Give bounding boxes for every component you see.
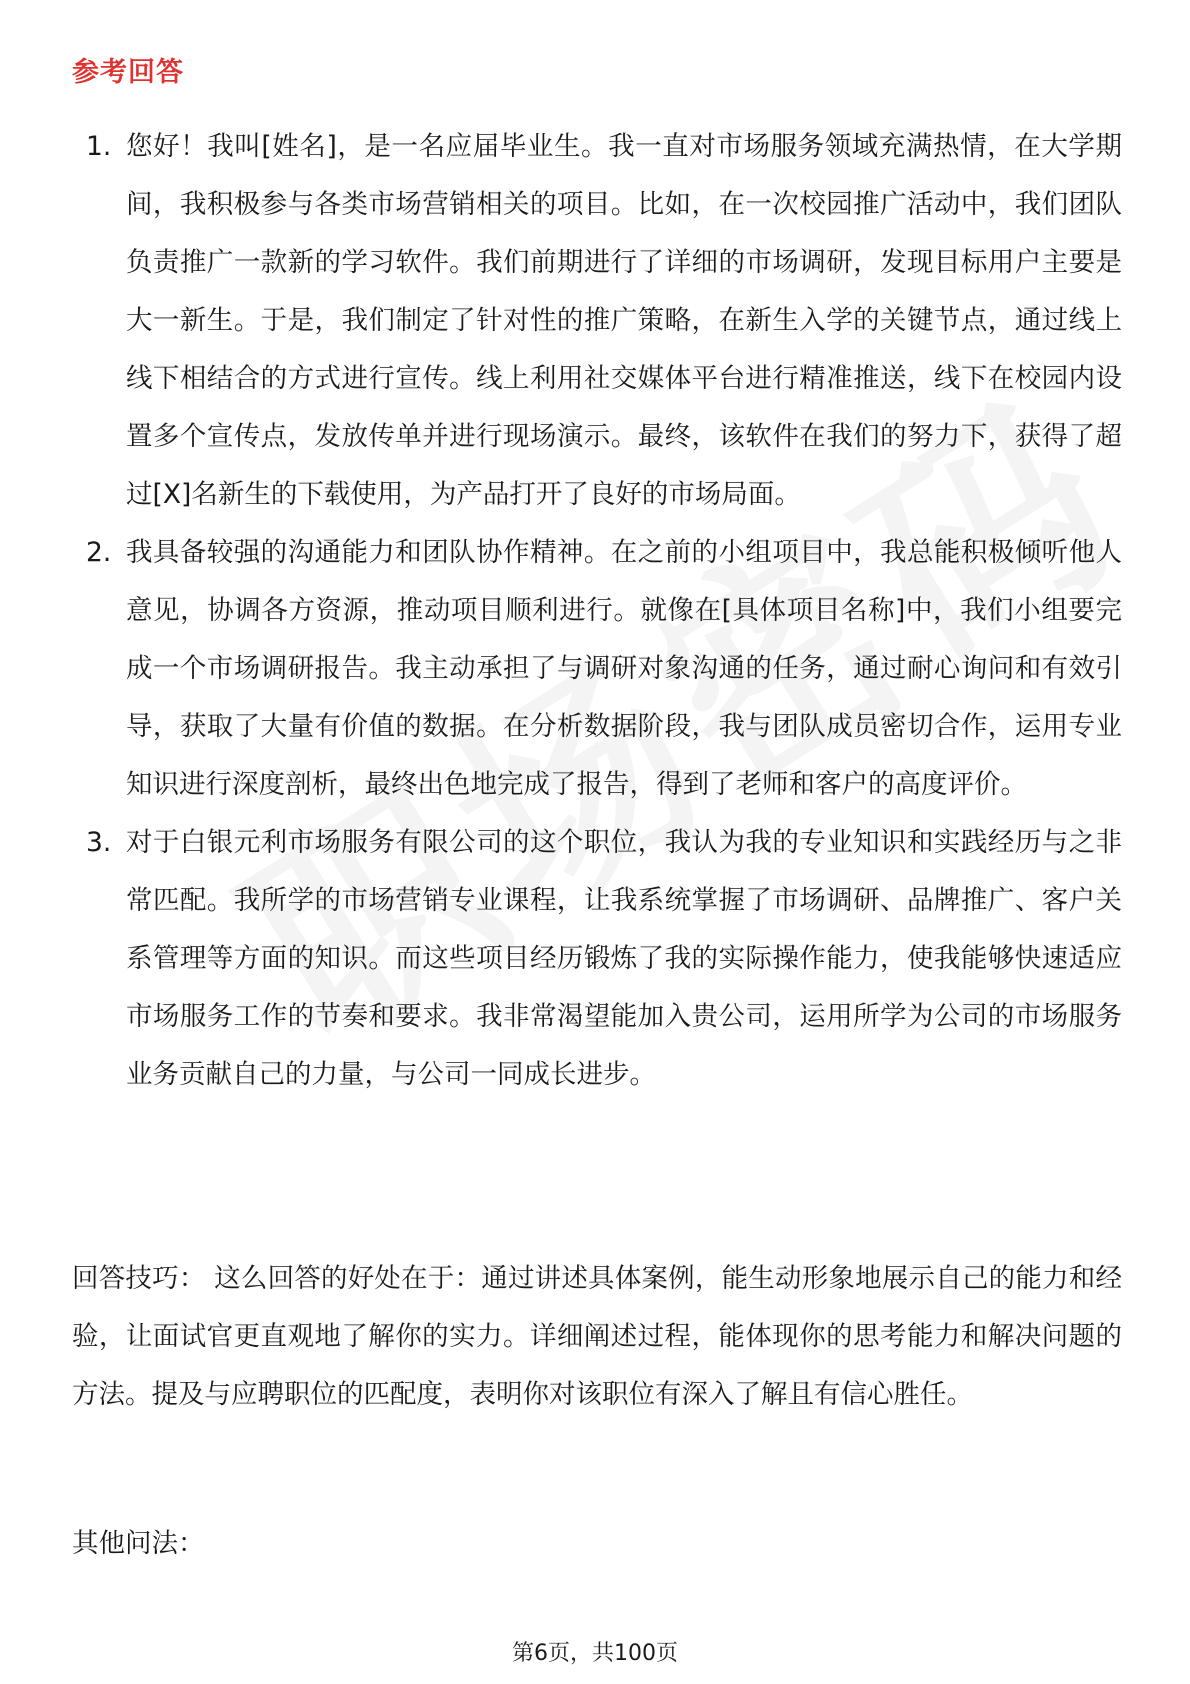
answer-text: 对于白银元利市场服务有限公司的这个职位，我认为我的专业知识和实践经历与之非常匹配。我所学的市场营销专业课程，让我系统掌握了市场调研、品牌推广、客户关系管理等方面的知识。而这些项目经历锻炼了我的实际操作能力，使我能够快速适应市场服务工作的节奏和要求。我非常渴望能加入贵公司，运用所学为公司的市场服务业务贡献自己的力量，与公司一同成长进步。 [126,827,1122,1090]
answer-list [72,118,1122,1104]
answer-tips: 回答技巧： 这么回答的好处在于：通过讲述具体案例，能生动形象地展示自己的能力和经验，让面试官更直观地了解你的实力。详细阐述过程，能体现你的思考能力和解决问题的方法。提及与应聘职位的匹配度，表明你对该职位有深入了解且有信心胜任。 [72,1263,1122,1410]
answer-item-1 [72,118,1122,524]
page-footer: 第6页，共100页 [512,1641,678,1666]
answer-text: 我具备较强的沟通能力和团队协作精神。在之前的小组项目中，我总能积极倾听他人意见，协调各方资源，推动项目顺利进行。就像在[具体项目名称]中，我们小组要完成一个市场调研报告。我主动承担了与调研对象沟通的任务，通过耐心询问和有效引导，获取了大量有价值的数据。在分析数据阶段，我与团队成员密切合作，运用专业知识进行深度剖析，最终出色地完成了报告，得到了老师和客户的高度评价。 [126,537,1122,800]
answer-number: 2. [86,537,112,568]
answer-number: 3. [86,827,112,858]
answer-text: 您好！我叫[姓名]，是一名应届毕业生。我一直对市场服务领域充满热情，在大学期间，我积极参与各类市场营销相关的项目。比如，在一次校园推广活动中，我们团队负责推广一款新的学习软件。我们前期进行了详细的市场调研，发现目标用户主要是大一新生。于是，我们制定了针对性的推广策略，在新生入学的关键节点，通过线上线下相结合的方式进行宣传。线上利用社交媒体平台进行精准推送，线下在校园内设置多个宣传点，发放传单并进行现场演示。最终，该软件在我们的努力下，获得了超过[X]名新生的下载使用，为产品打开了良好的市场局面。 [126,131,1122,510]
answer-item-3 [72,814,1122,1104]
answer-item-2 [72,524,1122,814]
section-title: 参考回答 [72,57,184,88]
answer-number: 1. [86,131,112,162]
other-questions-heading: 其他问法： [72,1528,205,1559]
